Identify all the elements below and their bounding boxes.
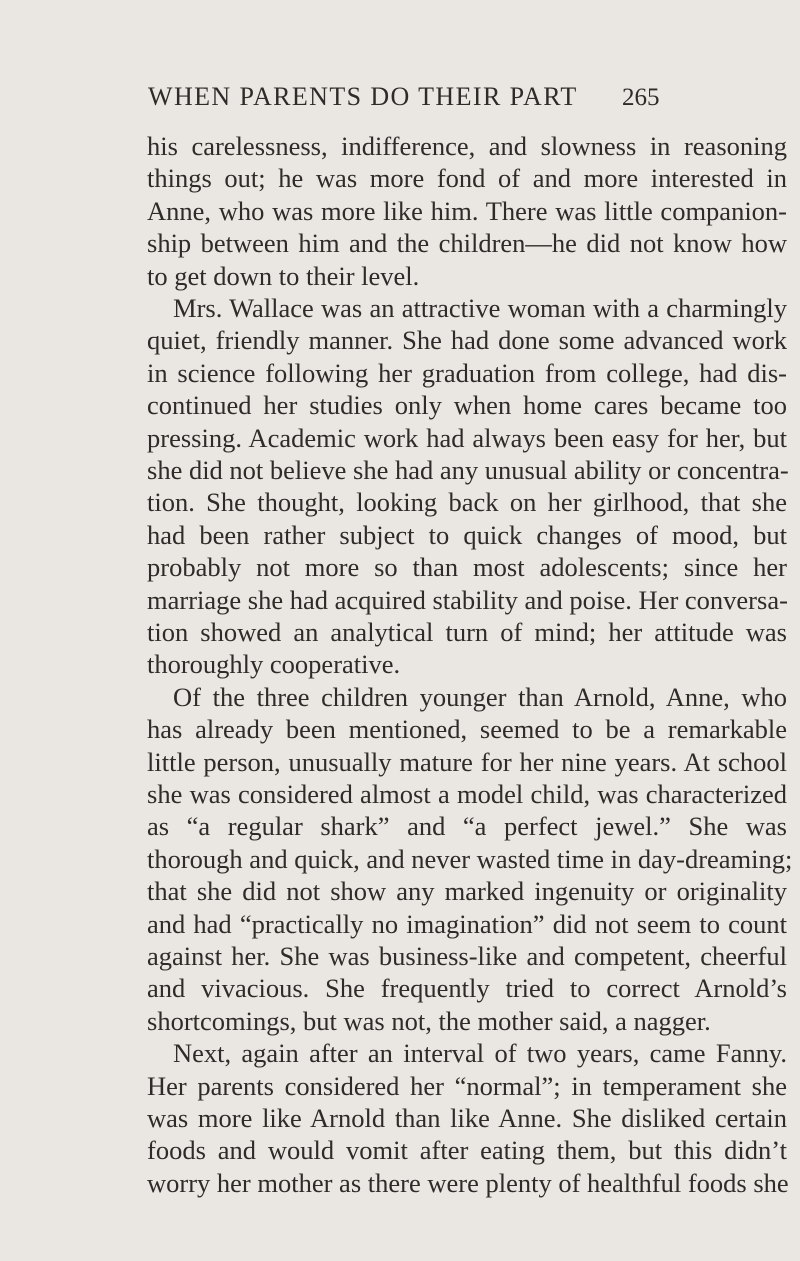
text-line: ship between him and the children—he did not know how (147, 228, 787, 259)
text-line: was more like Arnold than like Anne. She disliked certain (147, 1103, 787, 1133)
text-line: she was considered almost a model child, was characterized (147, 779, 787, 809)
text-line: Next, again after an interval of two years, came Fanny. (173, 1038, 787, 1069)
text-line: marriage she had acquired stability and poise. Her conversa- (147, 584, 788, 615)
text-line: worry her mother as there were plenty of healthful foods she (147, 1167, 789, 1198)
text-line: Her parents considered her “normal”; in temperament she (147, 1070, 787, 1101)
text-line: thoroughly cooperative. (147, 649, 401, 680)
text-line: his carelessness, indifference, and slowness in reasoning (147, 131, 787, 161)
text-line: that she did not show any marked ingenuity or originality (147, 876, 787, 907)
running-head (148, 82, 788, 122)
text-line: Mrs. Wallace was an attractive woman with a charmingly (173, 293, 787, 323)
text-line: has already been mentioned, seemed to be a remarkable (147, 714, 787, 745)
text-line: continued her studies only when home cares became too (147, 390, 787, 421)
text-line: in science following her graduation from college, had dis- (147, 357, 787, 388)
page-number: 265 (622, 84, 660, 111)
running-title: WHEN PARENTS DO THEIR PART (148, 82, 578, 111)
text-line: little person, unusually mature for her nine years. At school (147, 746, 787, 777)
text-line: things out; he was more fond of and more interested in (147, 163, 787, 194)
text-line: as “a regular shark” and “a perfect jewel.” She was (147, 811, 787, 842)
text-line: Of the three children younger than Arnold, Anne, who (173, 681, 787, 712)
text-line: she did not believe she had any unusual ability or concentra- (147, 455, 789, 485)
text-line: quiet, friendly manner. She had done some advanced work (147, 325, 787, 356)
text-line: pressing. Academic work had always been easy for her, but (147, 422, 787, 453)
text-line: Anne, who was more like him. There was little companion- (147, 195, 787, 226)
text-line: had been rather subject to quick changes of mood, but (147, 519, 787, 550)
text-line: to get down to their level. (147, 260, 420, 291)
text-line: and vivacious. She frequently tried to correct Arnold’s (147, 973, 787, 1004)
text-line: against her. She was business-like and competent, cheerful (147, 941, 787, 971)
text-line: tion showed an analytical turn of mind; her attitude was (147, 617, 787, 647)
text-line: thorough and quick, and never wasted time in day-dreaming; (147, 843, 793, 874)
text-line: and had “practically no imagination” did not seem to count (147, 908, 787, 939)
text-line: shortcomings, but was not, the mother said, a nagger. (147, 1005, 711, 1036)
text-line: foods and would vomit after eating them, but this didn’t (147, 1135, 787, 1166)
text-line: tion. She thought, looking back on her girlhood, that she (147, 487, 787, 518)
text-line: probably not more so than most adolescents; since her (147, 552, 787, 583)
